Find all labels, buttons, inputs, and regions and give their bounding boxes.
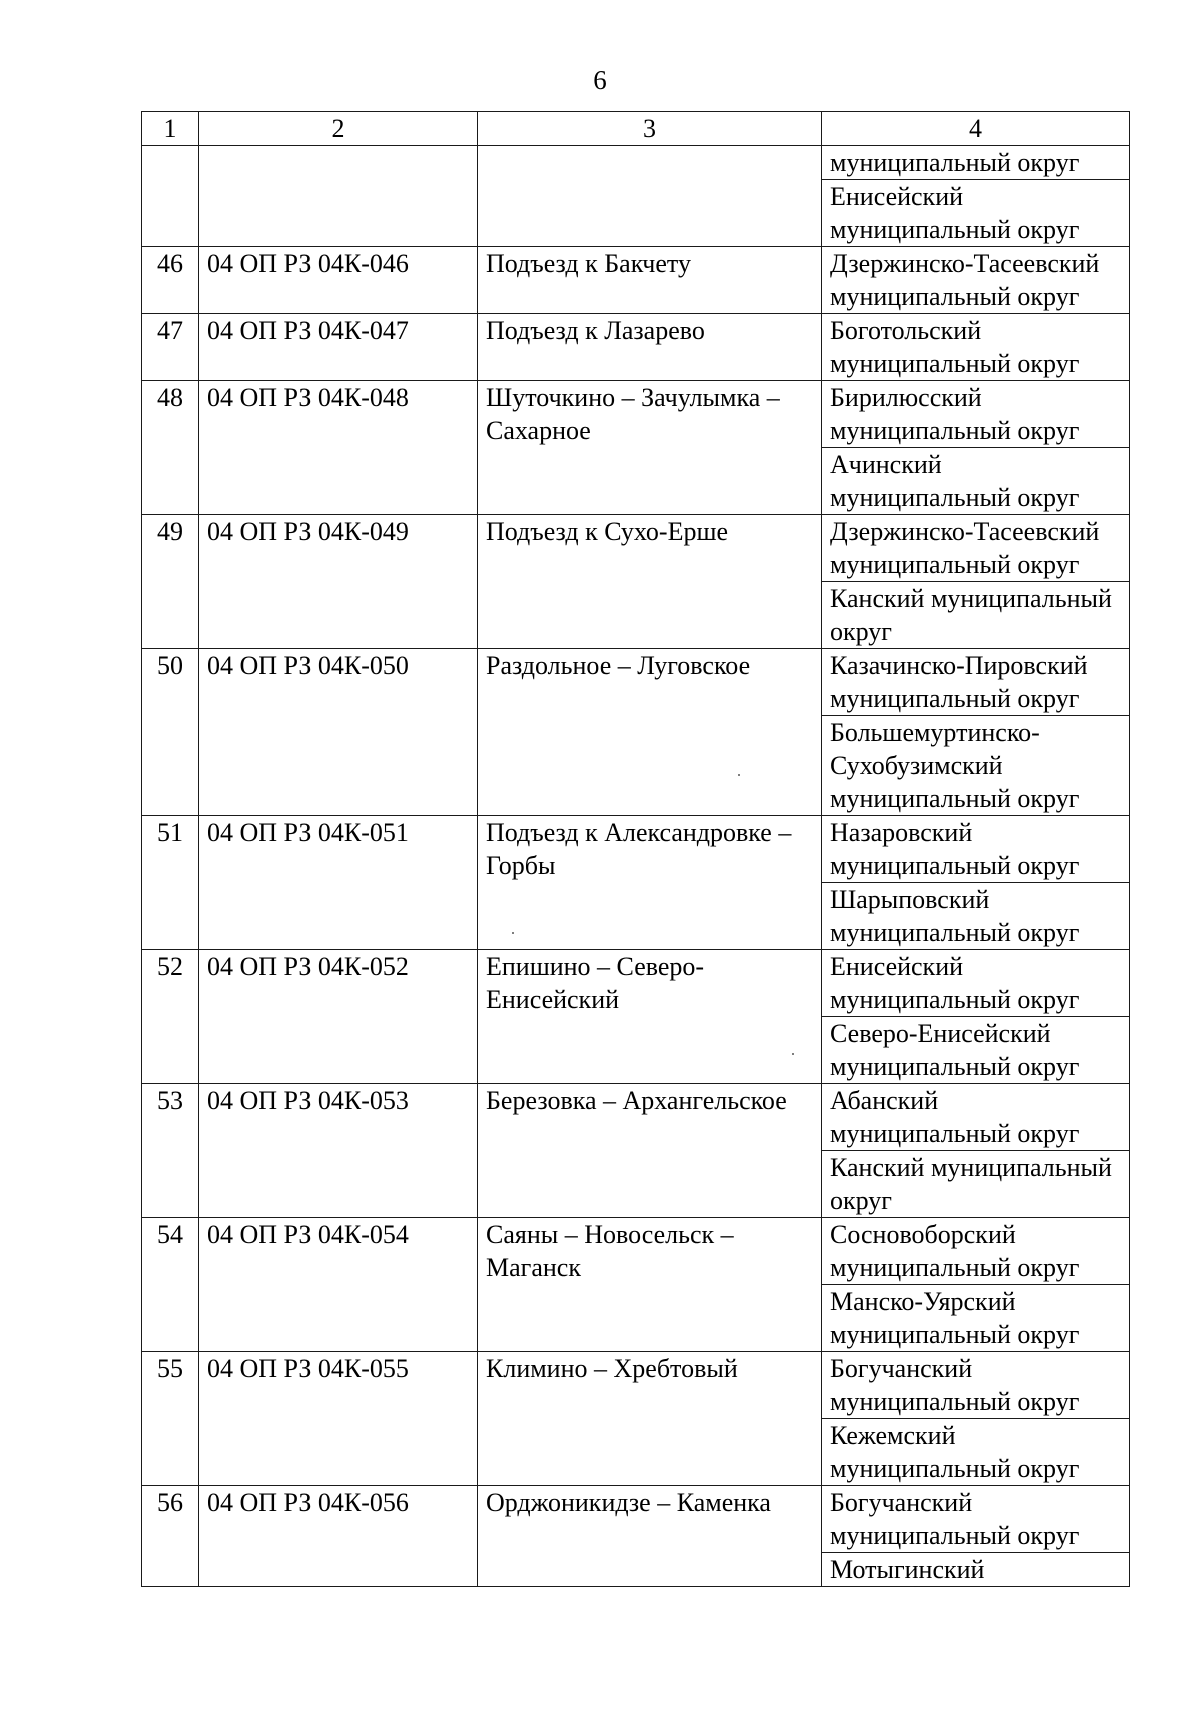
- scan-speck: [512, 932, 514, 934]
- row-number-cell: 48: [142, 381, 199, 515]
- district-cell: Енисейский муниципальный округ: [822, 180, 1130, 247]
- row-number-cell: 47: [142, 314, 199, 381]
- district-cell: Абанский муниципальный округ: [822, 1084, 1130, 1151]
- district-cell: Большемуртинско- Сухобузимский муниципальный округ: [822, 716, 1130, 816]
- roads-table-body: [142, 112, 1130, 1587]
- row-number-cell: 55: [142, 1352, 199, 1486]
- district-cell: Шарыповский муниципальный округ: [822, 883, 1130, 950]
- header-col-3: 3: [478, 112, 822, 146]
- row-number-cell: 46: [142, 247, 199, 314]
- road-name-cell: Подъезд к Сухо-Ерше: [478, 515, 822, 649]
- scan-speck: [792, 1053, 794, 1055]
- district-cell: Богучанский муниципальный округ: [822, 1352, 1130, 1419]
- table-row: [142, 314, 1130, 381]
- row-number-cell: 49: [142, 515, 199, 649]
- road-code-cell: 04 ОП РЗ 04К-055: [199, 1352, 478, 1486]
- road-name-cell: Подъезд к Бакчету: [478, 247, 822, 314]
- row-number-cell: [142, 146, 199, 247]
- roads-table: [141, 111, 1130, 1587]
- table-row-continuation: [142, 146, 1130, 180]
- road-name-cell: Орджоникидзе – Каменка: [478, 1486, 822, 1587]
- header-col-1: 1: [142, 112, 199, 146]
- table-row: [142, 1486, 1130, 1553]
- table-row: [142, 816, 1130, 883]
- road-code-cell: 04 ОП РЗ 04К-053: [199, 1084, 478, 1218]
- row-number-cell: 53: [142, 1084, 199, 1218]
- table-row: [142, 1352, 1130, 1419]
- road-name-cell: Шуточкино – Зачулымка – Сахарное: [478, 381, 822, 515]
- district-cell: Казачинско-Пировский муниципальный округ: [822, 649, 1130, 716]
- district-cell: Мотыгинский: [822, 1553, 1130, 1587]
- road-code-cell: 04 ОП РЗ 04К-050: [199, 649, 478, 816]
- table-row: [142, 1084, 1130, 1151]
- road-name-cell: Саяны – Новосельск – Маганск: [478, 1218, 822, 1352]
- road-name-cell: Подъезд к Александровке – Горбы: [478, 816, 822, 950]
- road-code-cell: 04 ОП РЗ 04К-049: [199, 515, 478, 649]
- row-number-cell: 50: [142, 649, 199, 816]
- district-cell: Северо-Енисейский муниципальный округ: [822, 1017, 1130, 1084]
- road-name-cell: Епишино – Северо- Енисейский: [478, 950, 822, 1084]
- row-number-cell: 51: [142, 816, 199, 950]
- table-row: [142, 1218, 1130, 1285]
- district-cell: Енисейский муниципальный округ: [822, 950, 1130, 1017]
- header-col-4: 4: [822, 112, 1130, 146]
- road-name-cell: Березовка – Архангельское: [478, 1084, 822, 1218]
- district-cell: Сосновоборский муниципальный округ: [822, 1218, 1130, 1285]
- scan-speck: [738, 774, 740, 776]
- table-header-row: [142, 112, 1130, 146]
- header-col-2: 2: [199, 112, 478, 146]
- district-cell: Богучанский муниципальный округ: [822, 1486, 1130, 1553]
- district-cell: Назаровский муниципальный округ: [822, 816, 1130, 883]
- district-cell: Канский муниципальный округ: [822, 1151, 1130, 1218]
- district-cell: муниципальный округ: [822, 146, 1130, 180]
- table-row: [142, 247, 1130, 314]
- road-code-cell: 04 ОП РЗ 04К-047: [199, 314, 478, 381]
- road-name-cell: [478, 146, 822, 247]
- table-row: [142, 950, 1130, 1017]
- district-cell: Кежемский муниципальный округ: [822, 1419, 1130, 1486]
- page-number: 6: [593, 65, 607, 95]
- road-code-cell: 04 ОП РЗ 04К-052: [199, 950, 478, 1084]
- district-cell: Канский муниципальный округ: [822, 582, 1130, 649]
- road-code-cell: 04 ОП РЗ 04К-046: [199, 247, 478, 314]
- district-cell: Ачинский муниципальный округ: [822, 448, 1130, 515]
- road-name-cell: Климино – Хребтовый: [478, 1352, 822, 1486]
- row-number-cell: 52: [142, 950, 199, 1084]
- road-code-cell: 04 ОП РЗ 04К-051: [199, 816, 478, 950]
- table-row: [142, 649, 1130, 716]
- road-code-cell: 04 ОП РЗ 04К-056: [199, 1486, 478, 1587]
- district-cell: Боготольский муниципальный округ: [822, 314, 1130, 381]
- row-number-cell: 56: [142, 1486, 199, 1587]
- road-code-cell: 04 ОП РЗ 04К-054: [199, 1218, 478, 1352]
- district-cell: Дзержинско-Тасеевский муниципальный округ: [822, 247, 1130, 314]
- road-code-cell: [199, 146, 478, 247]
- district-cell: Дзержинско-Тасеевский муниципальный округ: [822, 515, 1130, 582]
- district-cell: Манско-Уярский муниципальный округ: [822, 1285, 1130, 1352]
- road-code-cell: 04 ОП РЗ 04К-048: [199, 381, 478, 515]
- table-row: [142, 381, 1130, 448]
- road-name-cell: Раздольное – Луговское: [478, 649, 822, 816]
- table-row: [142, 515, 1130, 582]
- district-cell: Бирилюсский муниципальный округ: [822, 381, 1130, 448]
- road-name-cell: Подъезд к Лазарево: [478, 314, 822, 381]
- row-number-cell: 54: [142, 1218, 199, 1352]
